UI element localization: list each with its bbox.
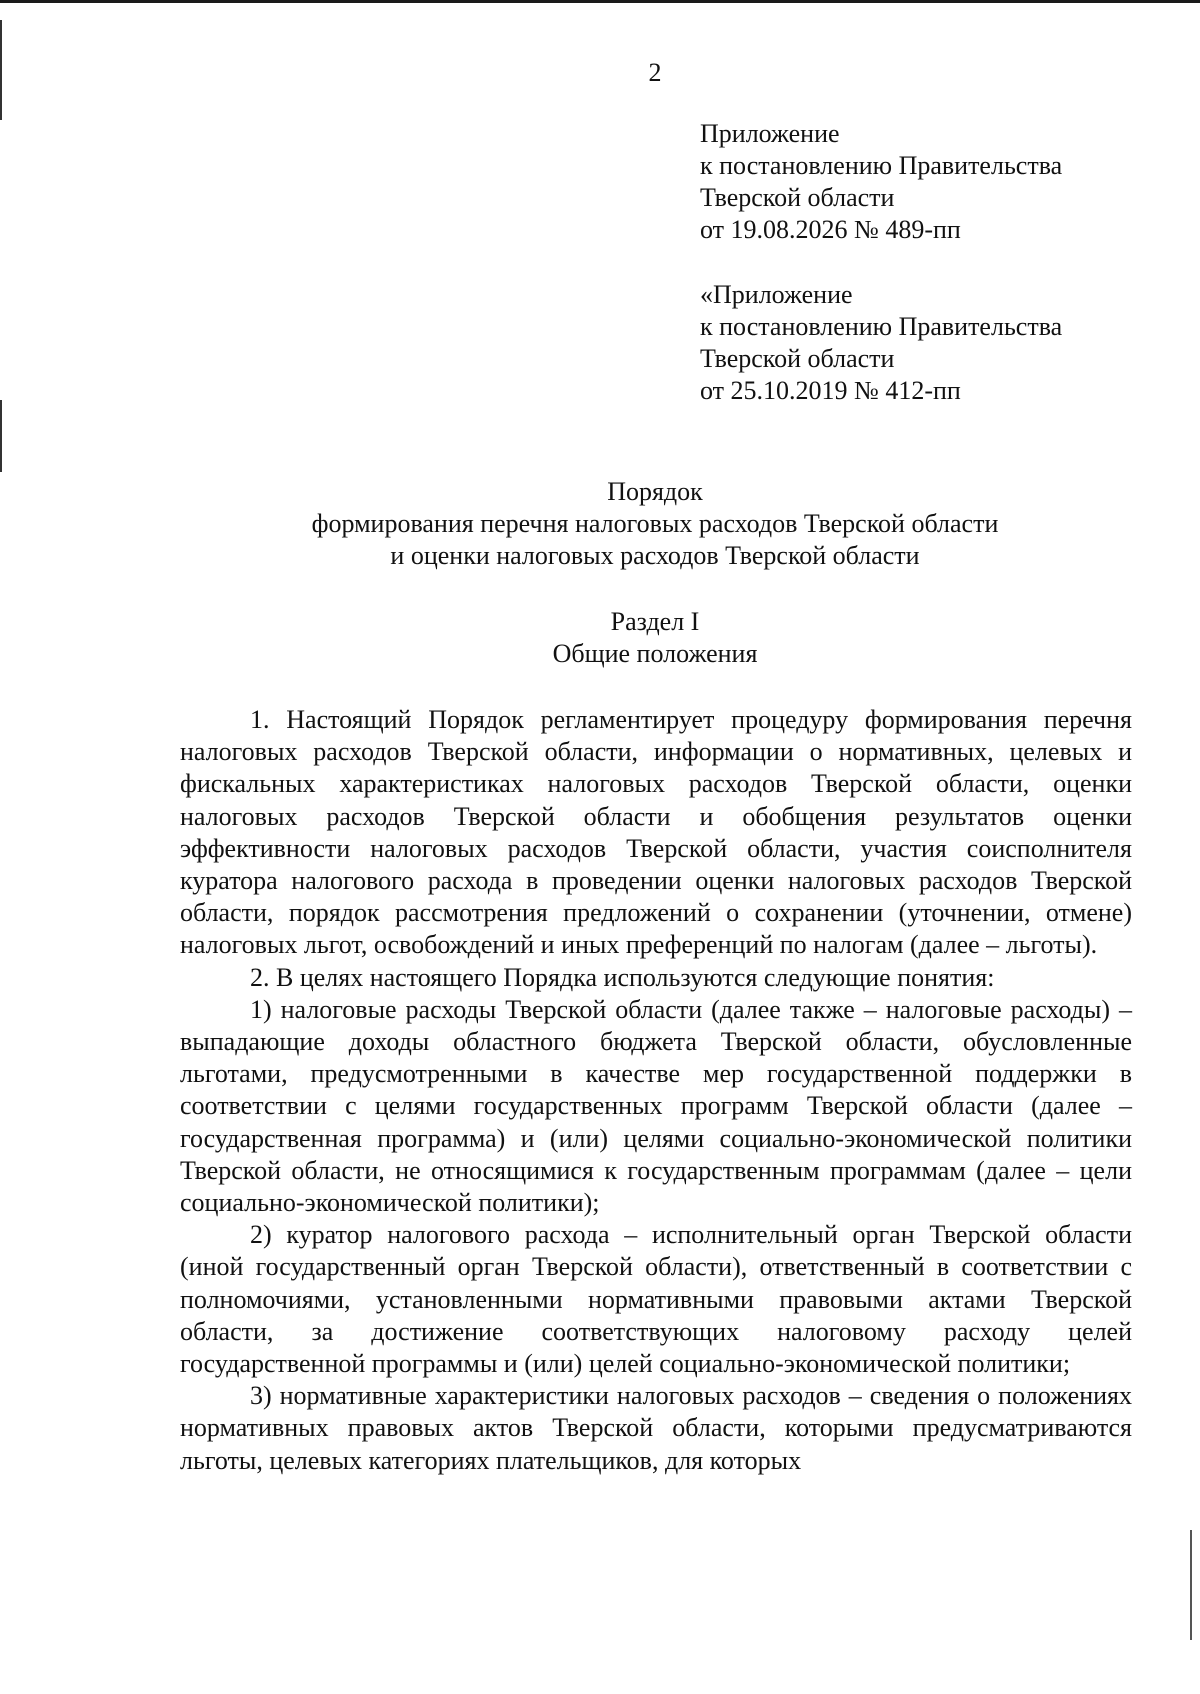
- body-text: [180, 704, 1132, 1477]
- section-number: Раздел I: [610, 607, 700, 636]
- scan-top-edge: [0, 0, 1200, 3]
- paragraph: 3) нормативные характеристики налоговых расходов – сведения о положениях нормативных правовых актов Тверской области, которыми предусматриваются льготы, целевых категориях плательщиков, для которых: [180, 1381, 1132, 1475]
- page-number: 2: [648, 58, 662, 87]
- annex-current-line: Приложение: [700, 119, 840, 148]
- scan-left-mark: [0, 400, 2, 472]
- section-heading: [270, 606, 1040, 670]
- document-title-line: и оценки налоговых расходов Тверской области: [390, 541, 920, 570]
- annex-current-block: [700, 118, 1170, 246]
- document-title-line: Порядок: [607, 477, 703, 506]
- paragraph: 2) куратор налогового расхода – исполнительный орган Тверской области (иной государственный орган Тверской области), ответственный в соответствии с полномочиями, установленными нормативными правовыми актами Тверской области, за достижение соответствующих налоговому расходу целей государственной программы и (или) целей социально-экономической политики;: [180, 1220, 1132, 1379]
- annex-previous-line: к постановлению Правительства: [700, 312, 1063, 341]
- document-title: [270, 476, 1040, 572]
- paragraph: 1. Настоящий Порядок регламентирует процедуру формирования перечня налоговых расходов Тверской области, информации о нормативных, целевых и фискальных характеристиках налоговых расходов Тверской области, оценки налоговых расходов Тверской области и обобщения результатов оценки эффективности налоговых расходов Тверской области, участия соисполнителя куратора налогового расхода в проведении оценки налоговых расходов Тверской области, порядок рассмотрения предложений о сохранении (уточнении, отмене) налоговых льгот, освобождений и иных преференций по налогам (далее – льготы).: [180, 705, 1132, 960]
- annex-previous-block: [700, 279, 1170, 407]
- paragraph: 2. В целях настоящего Порядка используются следующие понятия:: [250, 962, 995, 992]
- scan-right-mark: [1190, 1530, 1192, 1640]
- section-name: Общие положения: [552, 639, 758, 668]
- annex-previous-line: от 25.10.2019 № 412-пп: [700, 376, 961, 405]
- paragraph: 1) налоговые расходы Тверской области (далее также – налоговые расходы) – выпадающие доходы областного бюджета Тверской области, обусловленные льготами, предусмотренными в качестве мер государственной поддержки в соответствии с целями государственных программ Тверской области (далее – государственная программа) и (или) целями социально-экономической политики Тверской области, не относящимися к государственным программам (далее – цели социально-экономической политики);: [180, 994, 1132, 1218]
- annex-current-line: к постановлению Правительства: [700, 151, 1063, 180]
- annex-current-line: Тверской области: [700, 183, 895, 212]
- annex-previous-line: «Приложение: [700, 280, 853, 309]
- document-title-line: формирования перечня налоговых расходов Тверской области: [311, 509, 999, 538]
- annex-previous-line: Тверской области: [700, 344, 895, 373]
- annex-current-line: от 19.08.2026 № 489-пп: [700, 215, 961, 244]
